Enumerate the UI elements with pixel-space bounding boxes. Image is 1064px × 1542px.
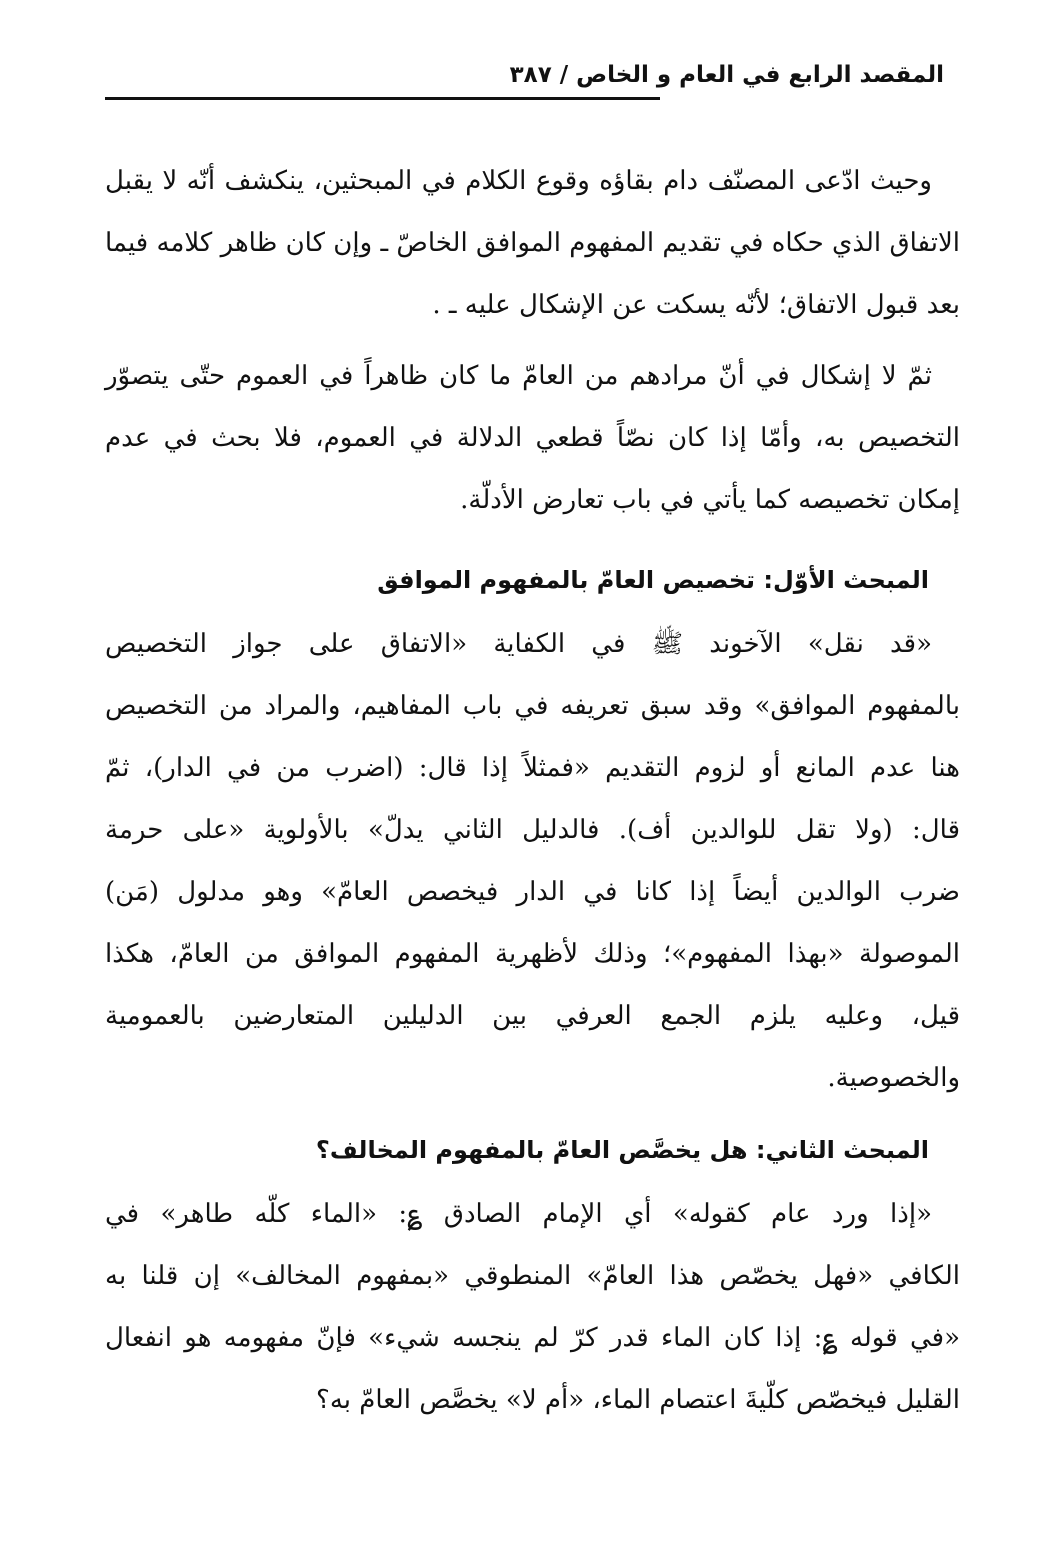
section-1-line-3: هنا عدم المانع أو لزوم التقديم «فمثلاً إذا قال: (اضرب من في الدار)، ثمّ (105, 753, 960, 783)
section-2-line-3: «في قوله ؏: إذا كان الماء قدر كرّ لم ينجسه شيء» فإنّ مفهومه هو انفعال (105, 1323, 960, 1353)
section-1-line-1: «قد نقل» الآخوند ﷺ في الكفاية «الاتفاق على جواز التخصيص (105, 629, 932, 659)
section-heading-1: المبحث الأوّل: تخصيص العامّ بالمفهوم الموافق (377, 566, 929, 594)
section-1-line-4: قال: (ولا تقل للوالدين أف). فالدليل الثاني يدلّ» بالأولوية «على حرمة (105, 815, 960, 845)
section-heading-2: المبحث الثاني: هل يخصَّص العامّ بالمفهوم المخالف؟ (315, 1136, 929, 1164)
running-head: المقصد الرابع في العام و الخاص / ٣٨٧ (509, 62, 944, 88)
paragraph-2: ثمّ لا إشكال في أنّ مرادهم من العامّ ما كان ظاهراً في العموم حتّى يتصوّر التخصيص به، وأمّا إذا كان نصّاً قطعي الدلالة في العموم، فلا بحث في عدم إمكان تخصيصه كما يأتي في باب تعارض الأدلّة. (105, 361, 960, 515)
section-2-line-1: «إذا ورد عام كقوله» أي الإمام الصادق ؏: «الماء كلّه طاهر» في (105, 1199, 932, 1229)
paragraph-1: وحيث ادّعى المصنّف دام بقاؤه وقوع الكلام في المبحثين، ينكشف أنّه لا يقبل الاتفاق الذي حكاه في تقديم المفهوم الموافق الخاصّ ـ وإن كان ظاهر كلامه فيما بعد قبول الاتفاق؛ لأنّه يسكت عن الإشكال عليه ـ . (105, 166, 960, 320)
section-1-line-6: الموصولة «بهذا المفهوم»؛ وذلك لأظهرية المفهوم الموافق من العامّ، هكذا (105, 939, 960, 969)
section-2-line-2: الكافي «فهل يخصّص هذا العامّ» المنطوقي «بمفهوم المخالف» إن قلنا به (105, 1261, 960, 1291)
section-1-line-7: قيل، وعليه يلزم الجمع العرفي بين الدليلين المتعارضين بالعمومية (105, 1001, 960, 1031)
section-1-line-5: ضرب الوالدين أيضاً إذا كانا في الدار فيخصص العامّ» وهو مدلول (مَن) (105, 877, 960, 907)
section-1-line-8: والخصوصية. (827, 1063, 960, 1093)
section-2-line-4: القليل فيخصّص كلّيةَ اعتصام الماء، «أم لا» يخصَّص العامّ به؟ (316, 1385, 960, 1415)
header-rule (105, 97, 660, 100)
section-1-line-2: بالمفهوم الموافق» وقد سبق تعريفه في باب المفاهيم، والمراد من التخصيص (105, 691, 960, 721)
